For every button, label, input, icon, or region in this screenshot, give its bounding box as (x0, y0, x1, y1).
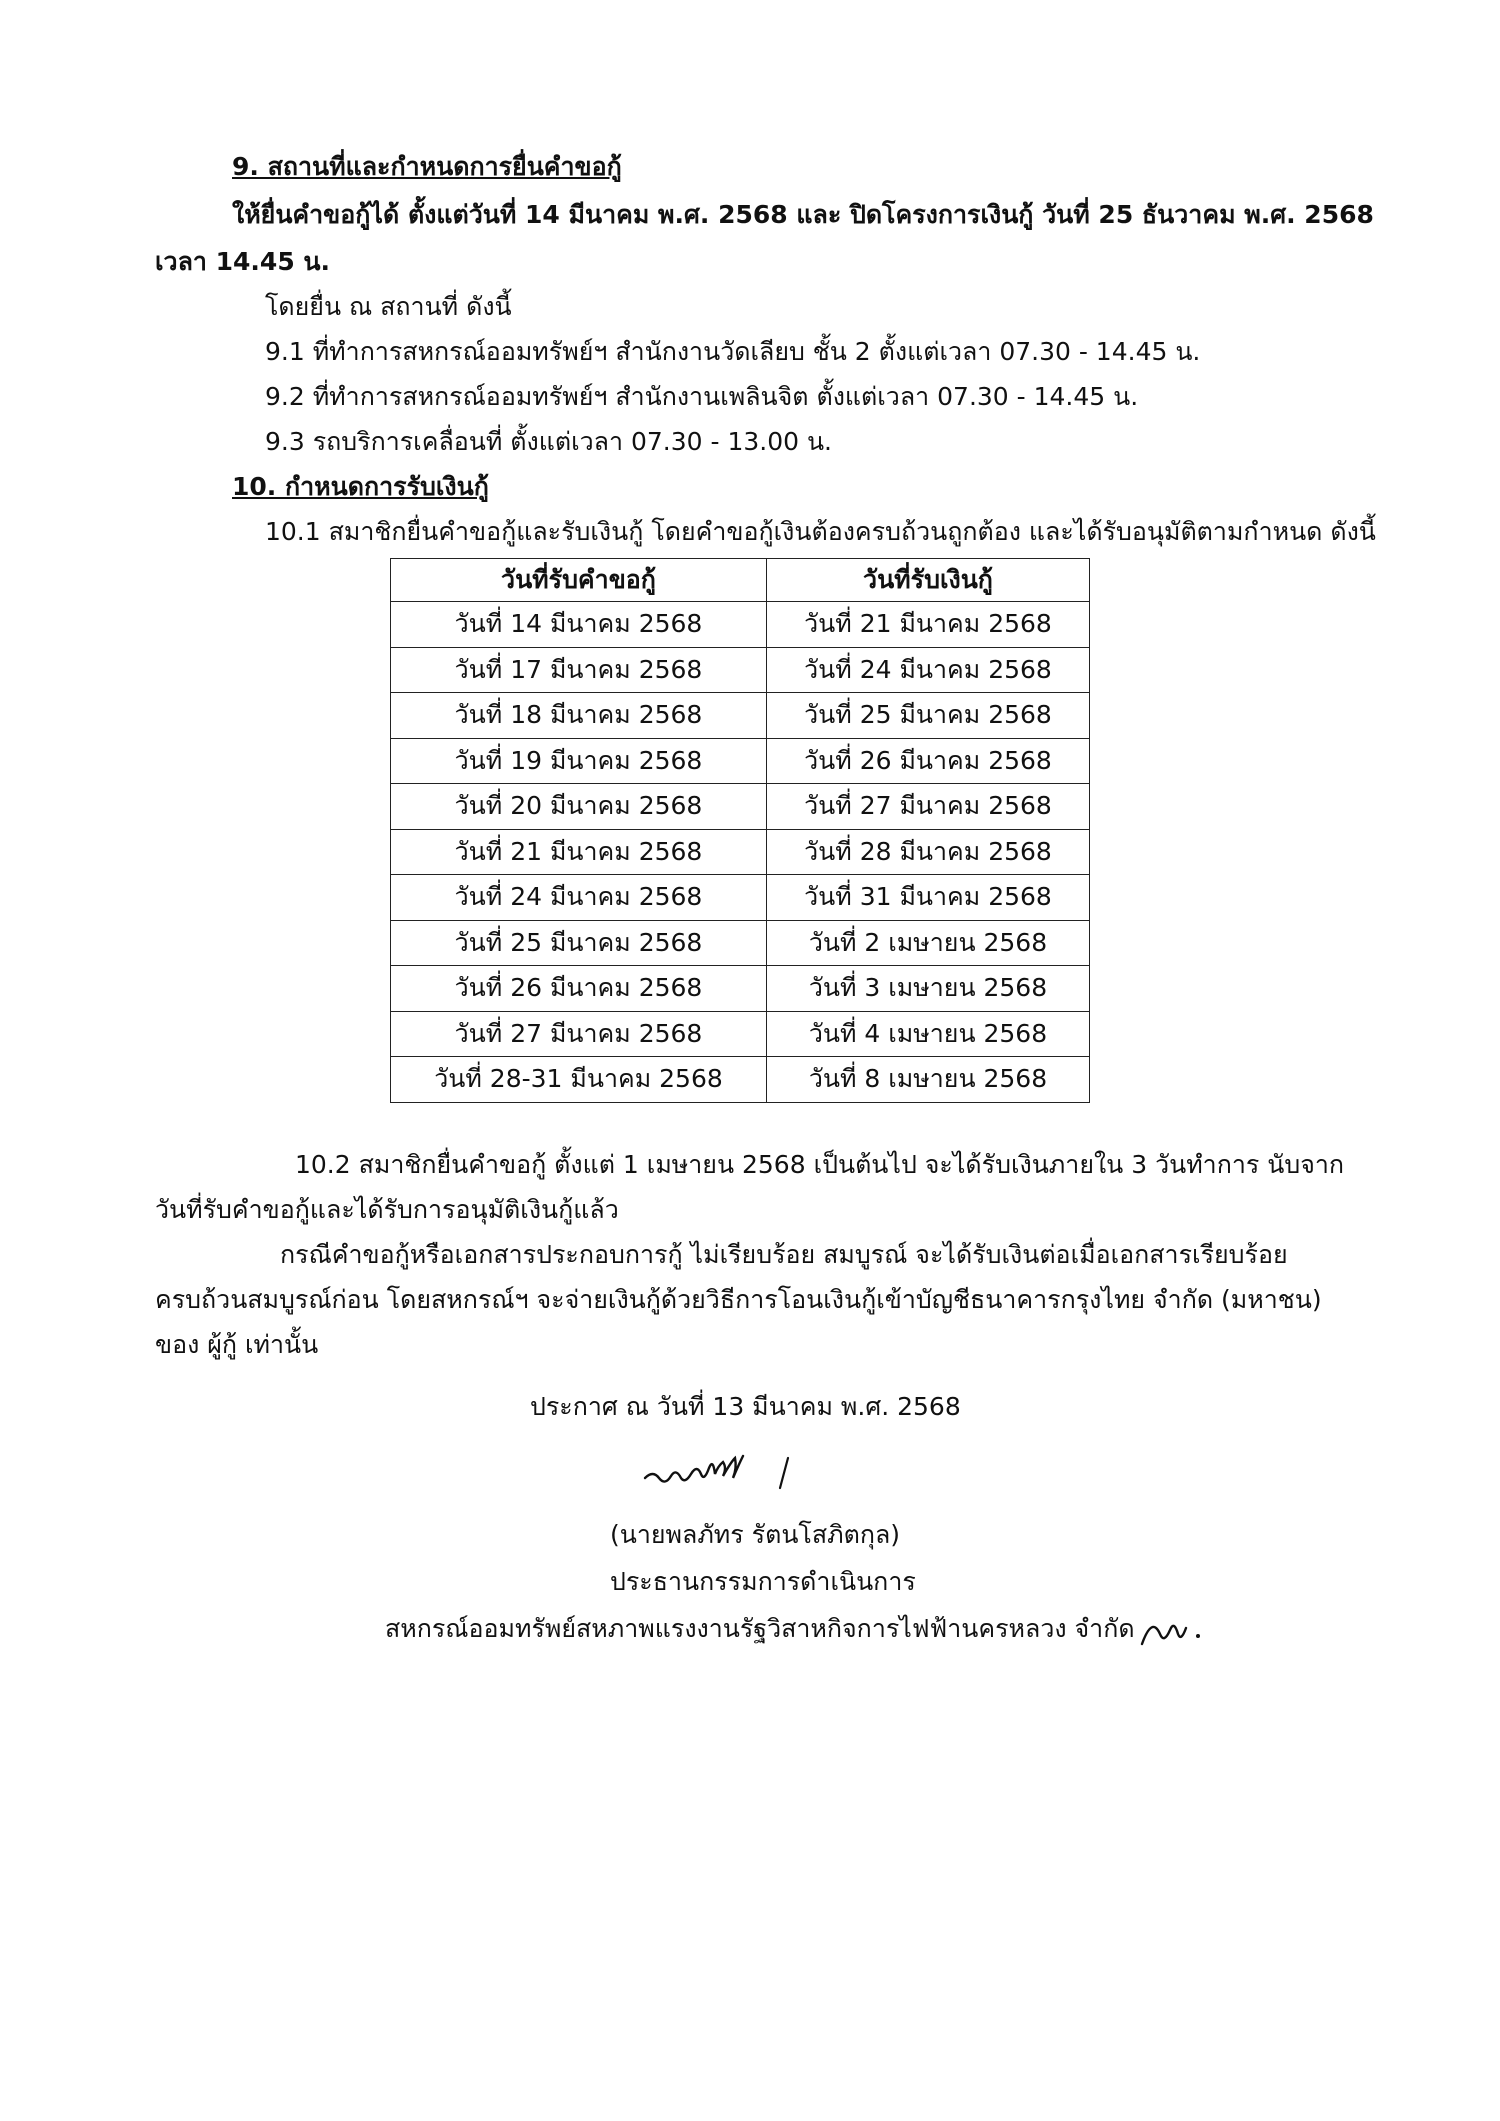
section-9-item-2: 9.2 ที่ทำการสหกรณ์ออมทรัพย์ฯ สำนักงานเพลินจิต ตั้งแต่เวลา 07.30 - 14.45 น. (265, 382, 1139, 411)
table-row (391, 602, 1090, 648)
section-10-heading: 10. กำหนดการรับเงินกู้ (232, 472, 489, 501)
request-date-cell: วันที่ 25 มีนาคม 2568 (391, 920, 767, 966)
receive-date-cell: วันที่ 25 มีนาคม 2568 (767, 693, 1090, 739)
request-date-cell: วันที่ 21 มีนาคม 2568 (391, 829, 767, 875)
request-date-cell: วันที่ 28-31 มีนาคม 2568 (391, 1057, 767, 1103)
section-9-intro-line1: ให้ยื่นคำขอกู้ได้ ตั้งแต่วันที่ 14 มีนาคม พ.ศ. 2568 และ ปิดโครงการเงินกู้ วันที่ 25 ธันวาคม พ.ศ. 2568 (232, 200, 1374, 229)
table-row (391, 875, 1090, 921)
receive-date-cell: วันที่ 26 มีนาคม 2568 (767, 738, 1090, 784)
section-10-item-1: 10.1 สมาชิกยื่นคำขอกู้และรับเงินกู้ โดยคำขอกู้เงินต้องครบถ้วนถูกต้อง และได้รับอนุมัติตามกำหนด ดังนี้ (265, 517, 1376, 546)
receive-date-cell: วันที่ 24 มีนาคม 2568 (767, 647, 1090, 693)
table-row (391, 784, 1090, 830)
section-10-note-line2: ครบถ้วนสมบูรณ์ก่อน โดยสหกรณ์ฯ จะจ่ายเงินกู้ด้วยวิธีการโอนเงินกู้เข้าบัญชีธนาคารกรุงไทย จำกัด (มหาชน) (155, 1285, 1322, 1314)
schedule-table (390, 558, 1090, 1103)
section-10-item-2-line2: วันที่รับคำขอกู้และได้รับการอนุมัติเงินกู้แล้ว (155, 1195, 619, 1224)
request-date-cell: วันที่ 24 มีนาคม 2568 (391, 875, 767, 921)
receive-date-cell: วันที่ 28 มีนาคม 2568 (767, 829, 1090, 875)
receive-date-cell: วันที่ 8 เมษายน 2568 (767, 1057, 1090, 1103)
table-row (391, 1011, 1090, 1057)
signature-image (640, 1448, 810, 1498)
request-date-cell: วันที่ 26 มีนาคม 2568 (391, 966, 767, 1012)
table-row (391, 693, 1090, 739)
announcement-date: ประกาศ ณ วันที่ 13 มีนาคม พ.ศ. 2568 (530, 1392, 961, 1421)
request-date-cell: วันที่ 14 มีนาคม 2568 (391, 602, 767, 648)
receive-date-cell: วันที่ 21 มีนาคม 2568 (767, 602, 1090, 648)
table-row (391, 647, 1090, 693)
signer-name: (นายพลภัทร รัตนโสภิตกุล) (610, 1520, 901, 1549)
section-10-note-line3: ของ ผู้กู้ เท่านั้น (155, 1330, 319, 1359)
section-9-item-1: 9.1 ที่ทำการสหกรณ์ออมทรัพย์ฯ สำนักงานวัดเลียบ ชั้น 2 ตั้งแต่เวลา 07.30 - 14.45 น. (265, 337, 1201, 366)
receive-date-cell: วันที่ 4 เมษายน 2568 (767, 1011, 1090, 1057)
section-9-intro-line2: เวลา 14.45 น. (155, 247, 331, 276)
initial-mark (1138, 1610, 1208, 1650)
table-header-row (391, 559, 1090, 602)
section-10-item-2-line1: 10.2 สมาชิกยื่นคำขอกู้ ตั้งแต่ 1 เมษายน 2568 เป็นต้นไป จะได้รับเงินภายใน 3 วันทำการ นับจาก (295, 1150, 1345, 1179)
request-date-cell: วันที่ 20 มีนาคม 2568 (391, 784, 767, 830)
request-date-cell: วันที่ 19 มีนาคม 2568 (391, 738, 767, 784)
receive-date-cell: วันที่ 31 มีนาคม 2568 (767, 875, 1090, 921)
header-request-date: วันที่รับคำขอกู้ (391, 559, 767, 602)
section-10-note-line1: กรณีคำขอกู้หรือเอกสารประกอบการกู้ ไม่เรียบร้อย สมบูรณ์ จะได้รับเงินต่อเมื่อเอกสารเรียบร้อย (280, 1240, 1288, 1269)
receive-date-cell: วันที่ 27 มีนาคม 2568 (767, 784, 1090, 830)
section-9-lead: โดยยื่น ณ สถานที่ ดังนี้ (265, 292, 512, 321)
header-receive-date: วันที่รับเงินกู้ (767, 559, 1090, 602)
receive-date-cell: วันที่ 2 เมษายน 2568 (767, 920, 1090, 966)
section-9-item-3: 9.3 รถบริการเคลื่อนที่ ตั้งแต่เวลา 07.30 - 13.00 น. (265, 427, 833, 456)
request-date-cell: วันที่ 18 มีนาคม 2568 (391, 693, 767, 739)
signer-title: ประธานกรรมการดำเนินการ (610, 1567, 916, 1596)
organization-name: สหกรณ์ออมทรัพย์สหภาพแรงงานรัฐวิสาหกิจการไฟฟ้านครหลวง จำกัด (385, 1614, 1135, 1643)
table-row (391, 829, 1090, 875)
table-row (391, 738, 1090, 784)
receive-date-cell: วันที่ 3 เมษายน 2568 (767, 966, 1090, 1012)
table-row (391, 920, 1090, 966)
request-date-cell: วันที่ 27 มีนาคม 2568 (391, 1011, 767, 1057)
table-row (391, 1057, 1090, 1103)
request-date-cell: วันที่ 17 มีนาคม 2568 (391, 647, 767, 693)
section-9-heading: 9. สถานที่และกำหนดการยื่นคำขอกู้ (232, 152, 622, 181)
table-row (391, 966, 1090, 1012)
